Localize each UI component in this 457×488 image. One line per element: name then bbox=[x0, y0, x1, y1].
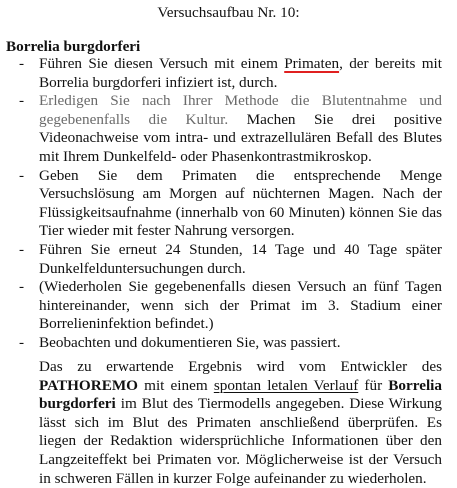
list-item-text: (Wiederholen Sie gegebenenfalls diesen Versuch an fünf Tagen hintereinander, wenn sich der Primat im 3. Stadium einer Borrelieninfektion befindet.) bbox=[39, 278, 442, 333]
list-item bbox=[6, 241, 442, 278]
document-title: Versuchsaufbau Nr. 10: bbox=[157, 4, 300, 21]
list-item bbox=[6, 92, 442, 166]
list-item-text: Machen Sie drei positive Videonachweise vom intra- und extrazellulären Befall des Blutes mit Ihrem Dunkelfeld- oder Phasenkontrastmikroskop. bbox=[39, 110, 442, 165]
list-item bbox=[6, 334, 442, 353]
paragraph-text: für bbox=[358, 376, 389, 394]
section-heading: Borrelia burgdorferi bbox=[6, 38, 141, 55]
instruction-list bbox=[6, 55, 442, 353]
underlined-phrase: spontan letalen Verlauf bbox=[213, 376, 359, 394]
result-paragraph bbox=[39, 358, 442, 488]
list-item bbox=[6, 278, 442, 334]
bullet-dash: - bbox=[19, 333, 25, 351]
organism-name: Borrelia burgdorferi bbox=[39, 376, 442, 413]
list-item-text: Geben Sie dem Primaten die entsprechende Menge Versuchslösung am Morgen auf nüchternen Magen. Nach der Flüssigkeitsaufnahme (innerhalb von 60 Minuten) können Sie das Tier wieder mit fester Nahrung versorgen. bbox=[39, 166, 442, 240]
highlighted-word: Primaten bbox=[284, 55, 340, 72]
bullet-dash: - bbox=[19, 278, 25, 296]
paragraph-text: mit einem bbox=[138, 376, 214, 394]
bullet-dash: - bbox=[19, 166, 25, 184]
grey-text: Erledigen Sie nach Ihrer Methode die Blutentnahme und gegebenenfalls die Kultur. bbox=[39, 92, 442, 128]
list-item-text: , der bereits mit Borrelia burgdorferi infiziert ist, durch. bbox=[39, 55, 442, 91]
list-item-text: Führen Sie diesen Versuch mit einem bbox=[39, 55, 285, 72]
bullet-dash: - bbox=[19, 92, 25, 110]
list-item-text: Beobachten und dokumentieren Sie, was passiert. bbox=[39, 333, 341, 351]
list-item bbox=[6, 167, 442, 241]
bullet-dash: - bbox=[19, 240, 25, 258]
brand-name: PATHOREMO bbox=[39, 376, 138, 394]
list-item-text: Führen Sie erneut 24 Stunden, 14 Tage und 40 Tage später Dunkelfelduntersuchungen durch. bbox=[39, 240, 442, 277]
paragraph-text: Das zu erwartende Ergebnis wird vom Entwickler des bbox=[39, 358, 442, 375]
paragraph-text: im Blut des Tiermodells angegeben. Diese Wirkung lässt sich im Blut des Primaten anschließend überprüfen. Es liegen der Redaktion widersprüchliche Informationen über den Langzeiteffekt bei Primaten vor. Möglicherweise ist der Versuch in schweren Fällen in kurzer Folge aufeinander zu wiederholen. bbox=[39, 395, 442, 487]
bullet-dash: - bbox=[19, 55, 25, 72]
list-item bbox=[6, 55, 442, 92]
